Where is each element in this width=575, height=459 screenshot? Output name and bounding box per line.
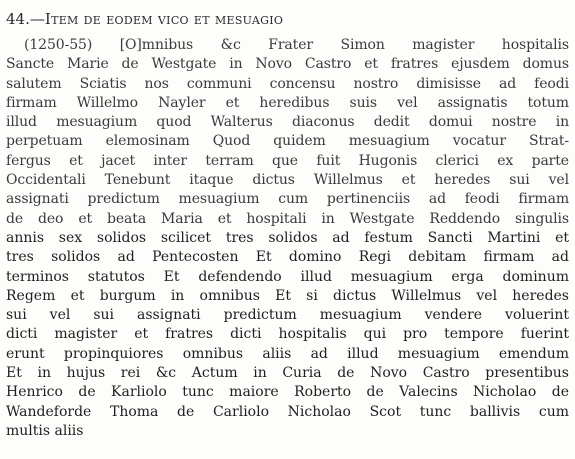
text-line: sui vel sui assignati predictum mesuagium vendere voluerint bbox=[6, 307, 569, 324]
text-line: Sancte Marie de Westgate in Novo Castro et fratres ejusdem domus bbox=[6, 56, 569, 73]
text-line: Occidentali Tenebunt itaque dictus Willelmus et heredes sui vel bbox=[6, 172, 569, 189]
entry-number: 44.— bbox=[6, 10, 45, 28]
text-line: multis aliis bbox=[6, 422, 84, 439]
text-line: Wandeforde Thoma de Carliolo Nicholao Scot tunc ballivis cum bbox=[6, 403, 569, 420]
text-line: Regem et burgum in omnibus Et si dictus Willelmus vel heredes bbox=[6, 287, 569, 304]
entry-heading bbox=[6, 10, 283, 28]
text-line: perpetuam elemosinam Quod quidem mesuagium vocatur Strat- bbox=[6, 133, 569, 150]
text-line: salutem Sciatis nos communi concensu nostro dimisisse ad feodi bbox=[6, 75, 569, 92]
text-line: illud mesuagium quod Walterus diaconus dedit domui nostre in bbox=[6, 114, 569, 131]
text-line: terminos statutos Et defendendo illud mesuagium erga dominum bbox=[6, 268, 569, 285]
entry-title: Item de eodem vico et mesuagio bbox=[44, 10, 284, 28]
text-line: Henrico de Karliolo tunc maiore Roberto de Valecins Nicholao de bbox=[6, 384, 569, 401]
text-line: fergus et jacet inter terram que fuit Hugonis clerici ex parte bbox=[6, 152, 569, 169]
text-line: assignati predictum mesuagium cum pertinenciis ad feodi firmam bbox=[6, 191, 569, 208]
text-line: annis sex solidos scilicet tres solidos ad festum Sancti Martini et bbox=[6, 229, 569, 246]
text-line: firmam Willelmo Nayler et heredibus suis vel assignatis totum bbox=[6, 94, 569, 111]
text-line: de deo et beata Maria et hospitali in Westgate Reddendo singulis bbox=[6, 210, 569, 227]
text-line: tres solidos ad Pentecosten Et domino Regi debitam firmam ad bbox=[6, 249, 569, 266]
text-line: erunt propinquiores omnibus aliis ad illud mesuagium emendum bbox=[6, 345, 569, 362]
charter-text bbox=[6, 36, 569, 441]
text-line: (1250-55) [O]mnibus &c Frater Simon magister hospitalis bbox=[24, 37, 569, 53]
text-line: Et in hujus rei &c Actum in Curia de Novo Castro presentibus bbox=[6, 365, 569, 382]
text-line: dicti magister et fratres dicti hospitalis qui pro tempore fuerint bbox=[6, 326, 569, 343]
